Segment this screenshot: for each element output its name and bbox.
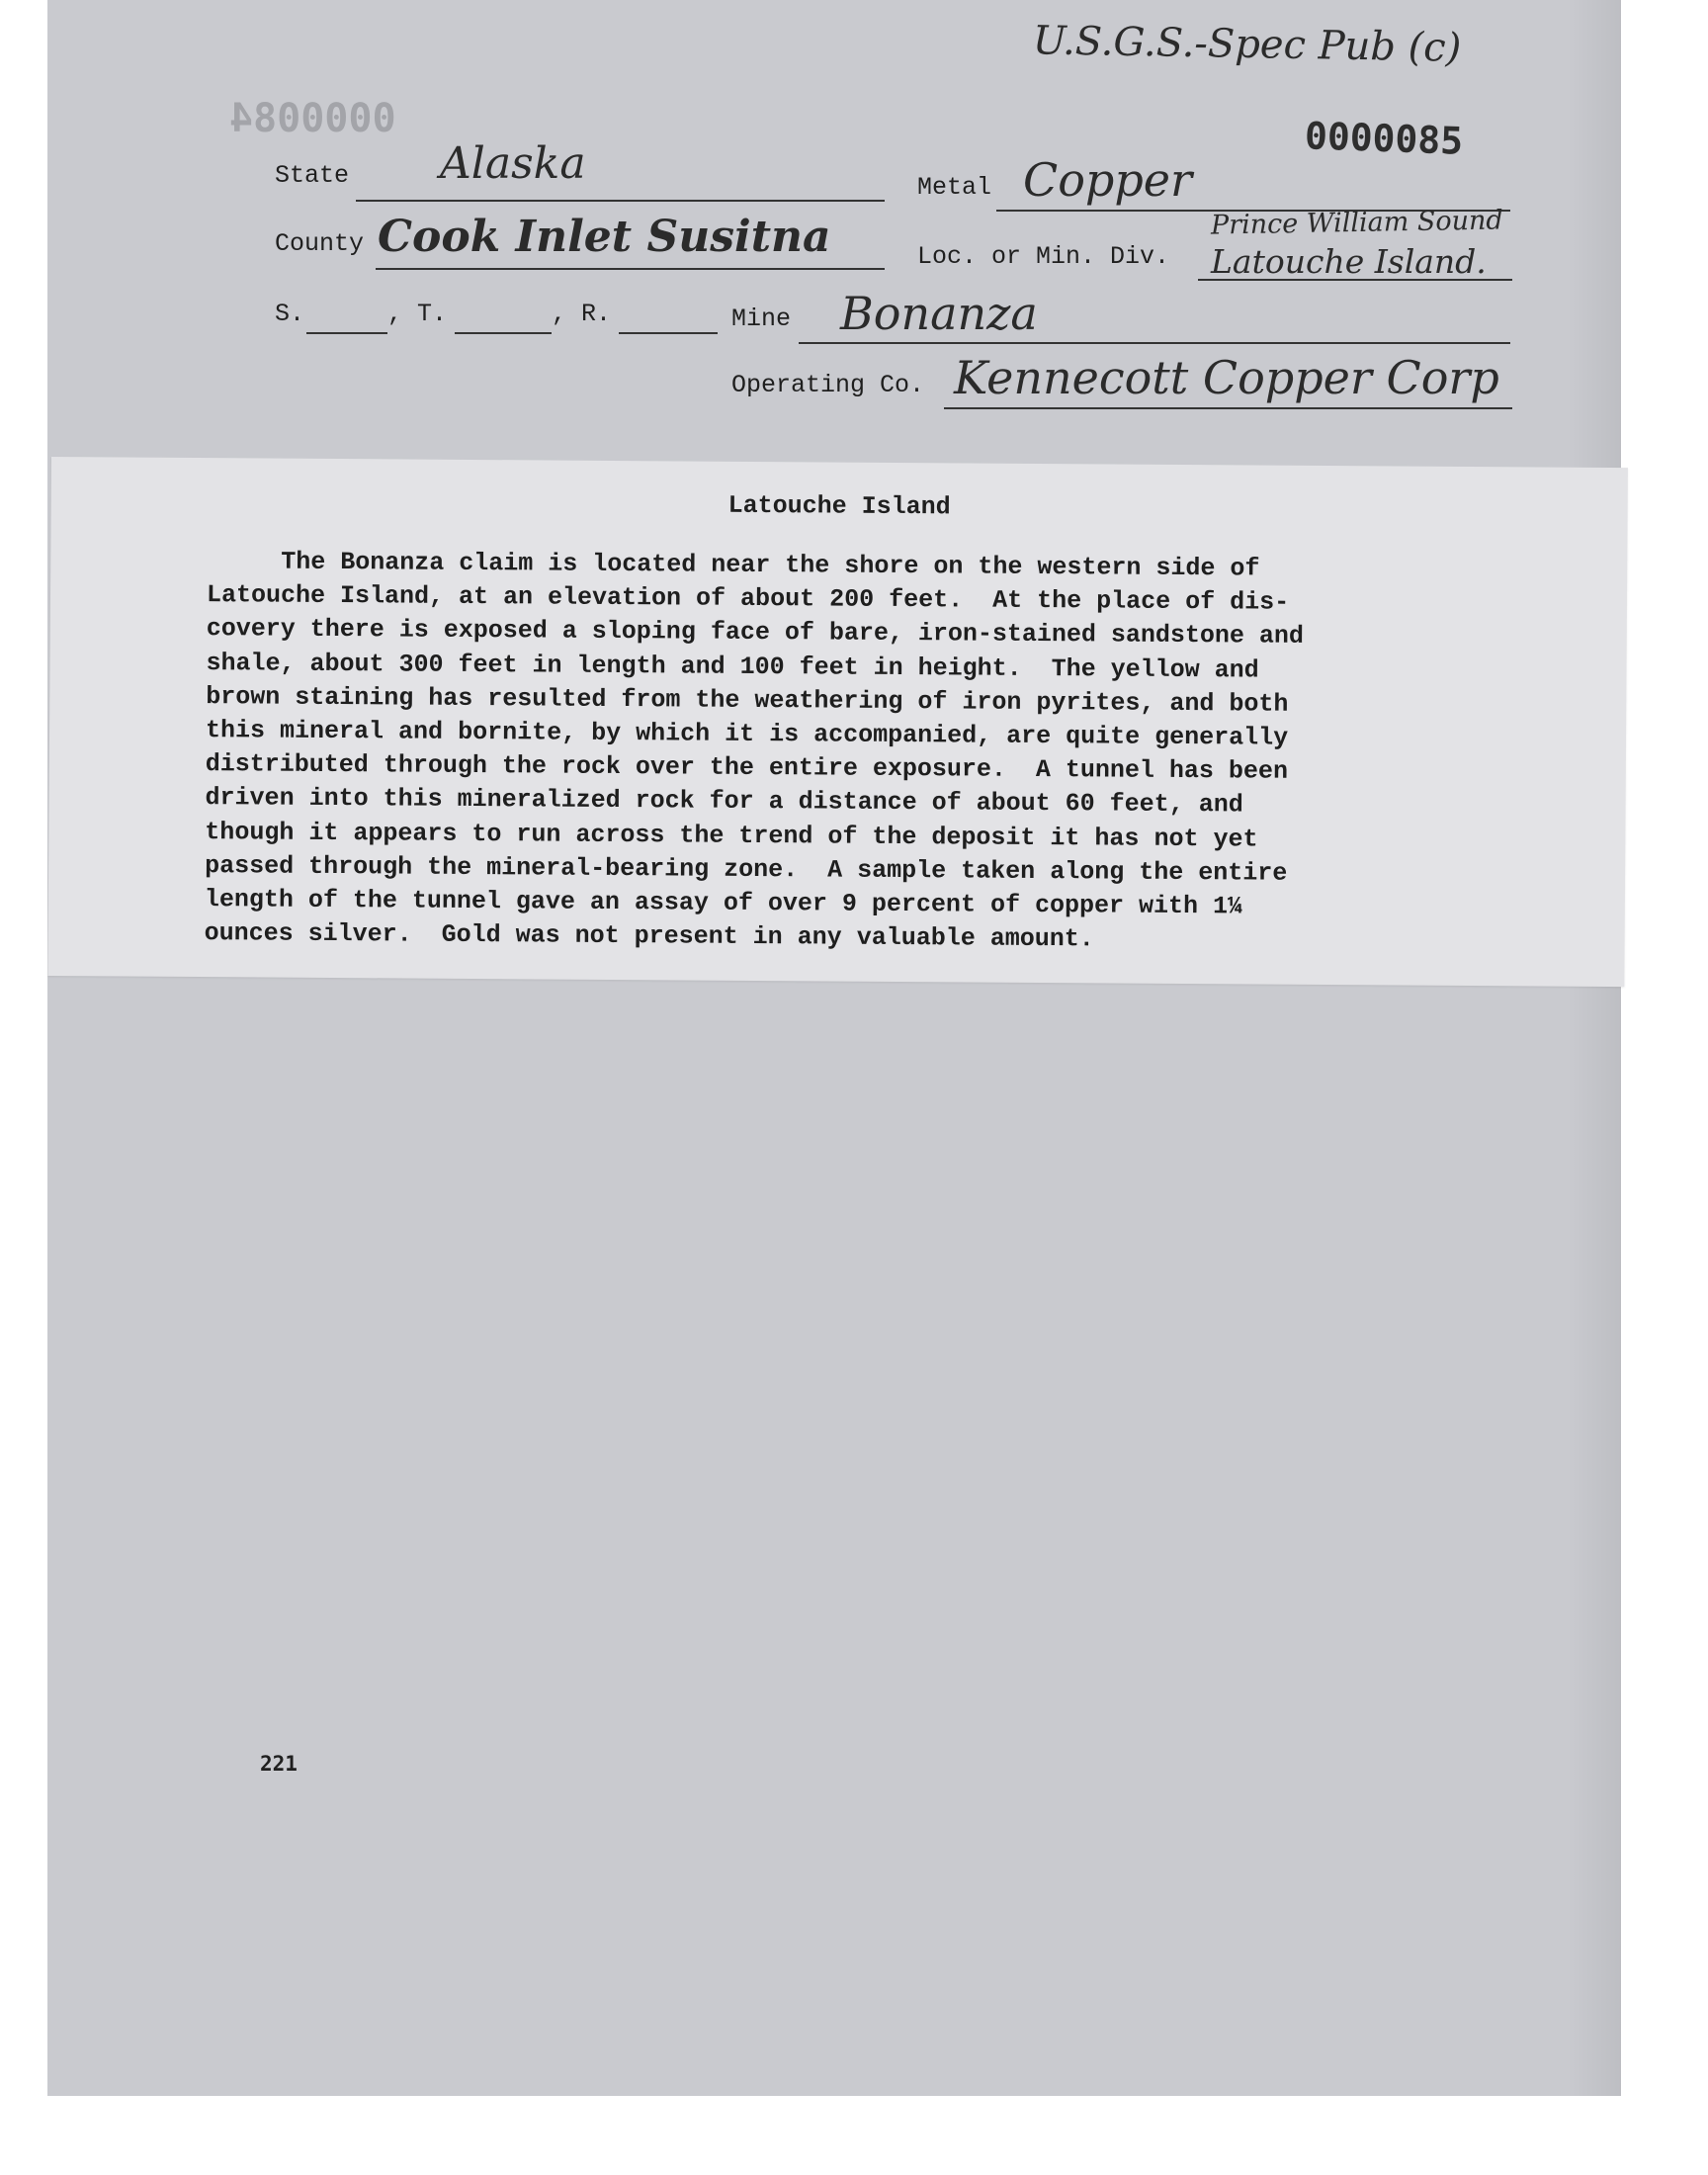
faint-stamp-number: 0000084 [229,96,396,141]
state-label: State [275,161,350,190]
operating-co-value: Kennecott Copper Corp [954,351,1499,404]
section-underline [306,332,387,334]
slip-line-10: passed through the mineral-bearing zone. A sample taken along the entire [205,850,1288,888]
pasted-description-slip [47,457,1628,987]
township-label: , T. [387,300,448,328]
operating-co-underline [944,407,1512,409]
slip-title: Latouche Island [727,490,951,522]
slip-line-12: ounces silver. Gold was not present in any valuable amount. [204,918,1094,954]
slip-line-1: The Bonanza claim is located near the shore on the western side of [207,547,1260,583]
state-underline [356,200,885,202]
metal-value: Copper [1023,153,1192,207]
slip-line-8: driven into this mineralized rock for a distance of about 60 feet, and [205,783,1243,820]
county-label: County [275,229,365,258]
slip-line-3: covery there is exposed a sloping face of bare, iron-stained sandstone and [206,614,1305,652]
state-value: Alaska [440,138,586,189]
loc-value-line2: Latouche Island. [1211,242,1487,281]
county-underline [376,268,885,270]
slip-body-text [205,545,1493,960]
slip-line-4: shale, about 300 feet in length and 100 feet in height. The yellow and [206,648,1259,685]
operating-co-label: Operating Co. [731,371,925,399]
mine-value: Bonanza [840,287,1038,340]
record-number: 0000085 [1304,114,1464,163]
county-value: Cook Inlet Susitna [378,212,831,262]
slip-line-11: length of the tunnel gave an assay of over 9 percent of copper with 1¼ [204,885,1243,921]
top-note-handwritten: U.S.G.S.-Spec Pub (c) [1032,18,1462,71]
loc-label: Loc. or Min. Div. [917,242,1170,271]
mine-label: Mine [731,304,792,333]
metal-label: Metal [917,173,992,202]
slip-line-9: though it appears to run across the trend of the deposit it has not yet [205,817,1258,854]
loc-value-line1: Prince William Sound [1210,205,1503,241]
mine-underline [799,342,1510,344]
township-underline [455,332,552,334]
slip-line-5: brown staining has resulted from the weathering of iron pyrites, and both [206,681,1289,719]
range-underline [619,332,718,334]
slip-line-6: this mineral and bornite, by which it is accompanied, are quite generally [205,716,1289,752]
card-edge-shadow [1567,0,1621,2096]
slip-line-7: distributed through the rock over the entire exposure. A tunnel has been [205,749,1289,786]
page-number: 221 [260,1752,298,1776]
slip-line-2: Latouche Island, at an elevation of about 200 feet. At the place of dis- [206,580,1290,617]
section-label: S. [275,300,305,328]
range-label: , R. [552,300,612,328]
